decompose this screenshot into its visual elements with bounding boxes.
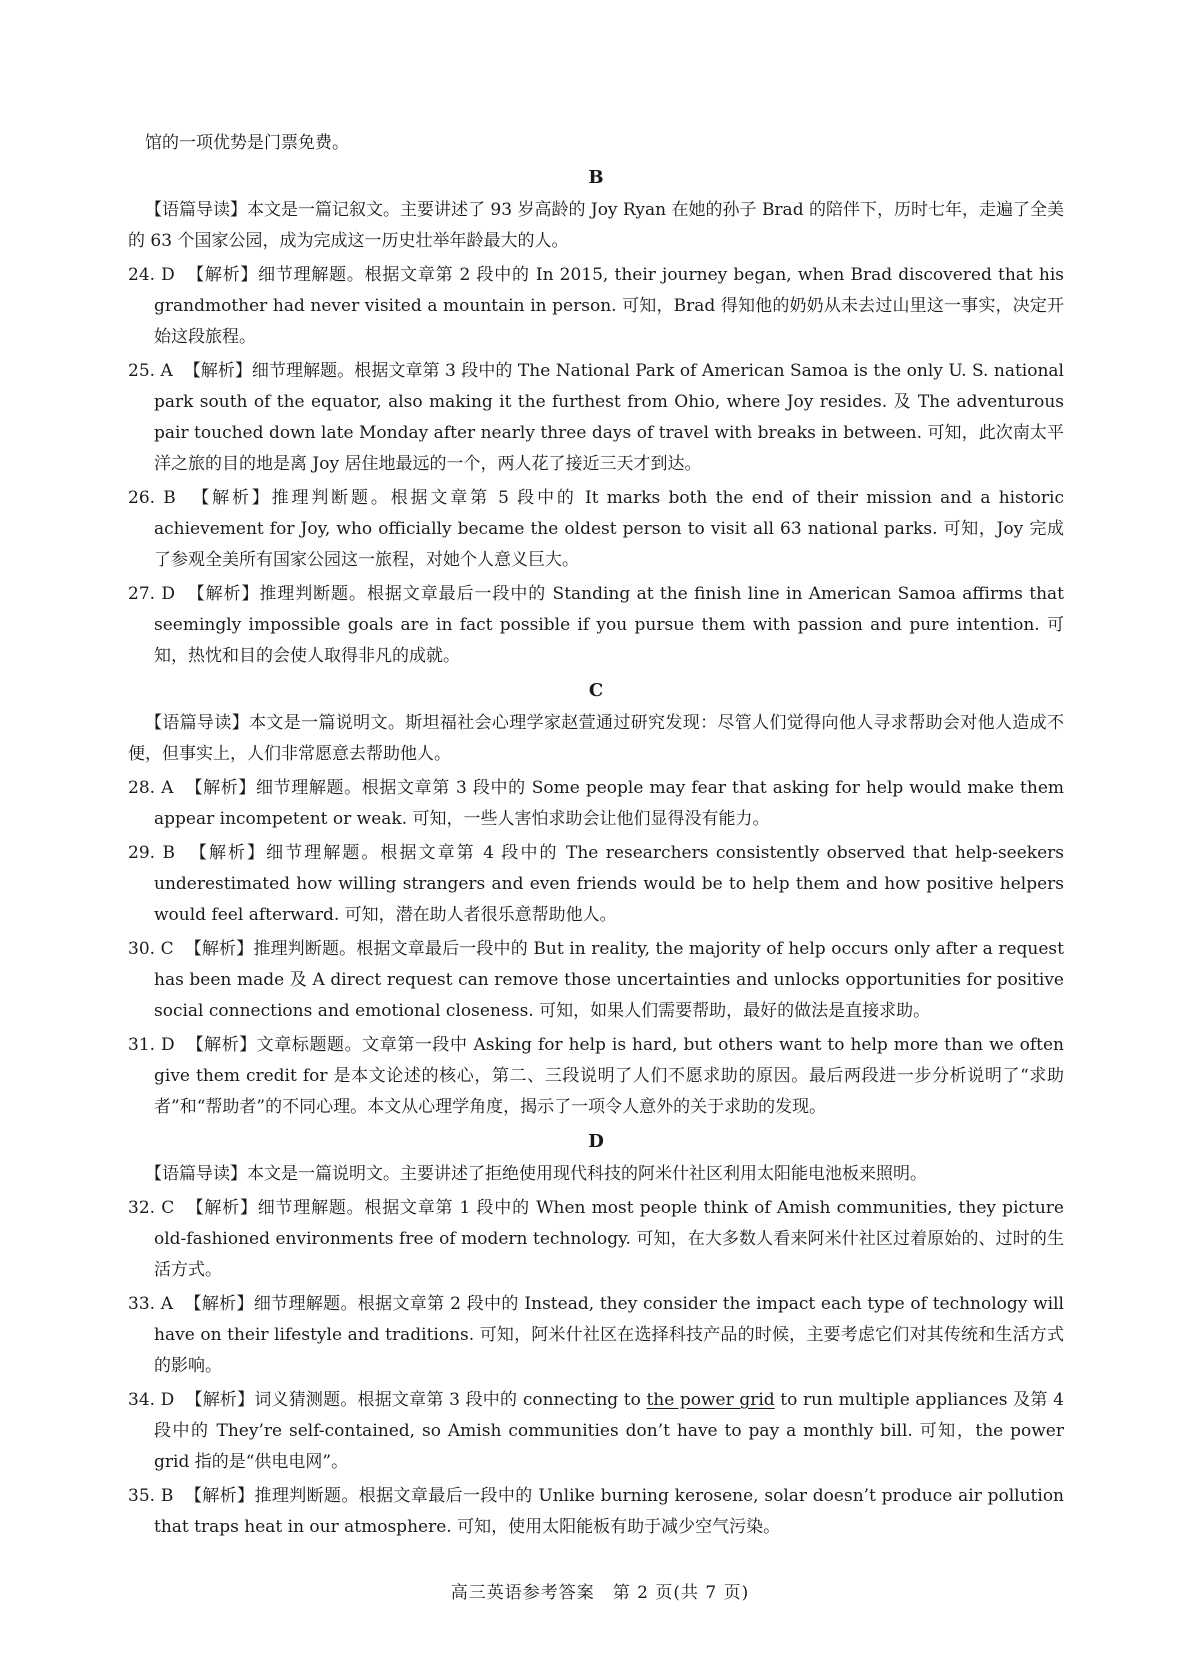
answer-number: 27. D — [128, 584, 175, 604]
answer-number: 24. D — [128, 265, 175, 285]
answer-item — [128, 483, 1064, 576]
section-heading: C — [588, 680, 604, 701]
answer-item — [128, 1193, 1064, 1286]
answer-item — [128, 773, 1064, 835]
section-intro: 【语篇导读】本文是一篇说明文。斯坦福社会心理学家赵萱通过研究发现：尽管人们觉得向他人寻求帮助会对他人造成不便，但事实上，人们非常愿意去帮助他人。 — [128, 713, 1064, 764]
answer-item — [128, 1481, 1064, 1543]
page-content — [128, 128, 1064, 1545]
answer-number: 25. A — [128, 361, 173, 381]
section-heading: B — [588, 167, 604, 188]
answer-item — [128, 1030, 1064, 1123]
answer-explanation: 【解析】细节理解题。根据文章第 2 段中的 In 2015, their journey began, when Brad discovered that his grandmother had never visited a mountain in person. 可知，Brad 得知他的奶奶从未去过山里这一事实，决定开始这段旅程。 — [154, 265, 1064, 347]
answer-explanation: 【解析】细节理解题。根据文章第 3 段中的 Some people may fear that asking for help would make them appear incompetent or weak. 可知，一些人害怕求助会让他们显得没有能力。 — [154, 778, 1065, 829]
answer-number: 34. D — [128, 1390, 175, 1410]
answer-number: 28. A — [128, 778, 174, 798]
section-intro: 【语篇导读】本文是一篇说明文。主要讲述了拒绝使用现代科技的阿米什社区利用太阳能电池板来照明。 — [145, 1164, 927, 1184]
answer-number: 29. B — [128, 843, 175, 863]
answer-item — [128, 1289, 1064, 1382]
answer-number: 31. D — [128, 1035, 175, 1055]
answer-number: 32. C — [128, 1198, 175, 1218]
answer-number: 30. C — [128, 939, 174, 959]
section-c — [128, 675, 1064, 1123]
answer-explanation: 【解析】细节理解题。根据文章第 2 段中的 Instead, they consider the impact each type of technology will have on their lifestyle and traditions. 可知，阿米什社区在选择科技产品的时候，主要考虑它们对其传统和生活方式的影响。 — [154, 1294, 1064, 1376]
answer-explanation: 【解析】文章标题题。文章第一段中 Asking for help is hard, but others want to help more than we often give them credit for 是本文论述的核心，第二、三段说明了人们不愿求助的原因。最后两段进一步分析说明了“求助者”和“帮助者”的不同心理。本文从心理学角度，揭示了一项令人意外的关于求助的发现。 — [154, 1035, 1065, 1117]
answer-item — [128, 356, 1064, 480]
section-heading: D — [588, 1131, 604, 1152]
section-b — [128, 162, 1064, 672]
answer-item — [128, 579, 1064, 672]
answer-explanation: 【解析】细节理解题。根据文章第 3 段中的 The National Park of American Samoa is the only U. S. national park south of the equator, also making it the furthest from Ohio, where Joy resides. 及 The adventurous pair touched down late Monday after nearly three days of travel with breaks in between. 可知，此次南太平洋之旅的目的地是离 Joy 居住地最远的一个，两人花了接近三天才到达。 — [154, 361, 1064, 474]
answer-explanation: 【解析】推理判断题。根据文章第 5 段中的 It marks both the end of their mission and a historic achievement for Joy, who officially became the oldest person to visit all 63 national parks. 可知，Joy 完成了参观全美所有国家公园这一旅程，对她个人意义巨大。 — [154, 488, 1064, 570]
answer-item — [128, 260, 1064, 353]
answer-number: 26. B — [128, 488, 176, 508]
answer-number: 35. B — [128, 1486, 174, 1506]
answer-number: 33. A — [128, 1294, 174, 1314]
answer-explanation: 【解析】细节理解题。根据文章第 4 段中的 The researchers consistently observed that help-seekers underestimated how willing strangers and even friends would be to help them and how positive helpers would feel afterward. 可知，潜在助人者很乐意帮助他人。 — [154, 843, 1065, 925]
section-intro: 【语篇导读】本文是一篇记叙文。主要讲述了 93 岁高龄的 Joy Ryan 在她的孙子 Brad 的陪伴下，历时七年，走遍了全美的 63 个国家公园，成为完成这一历史壮举年龄最大的人。 — [128, 200, 1064, 251]
page-footer: 高三英语参考答案 第 2 页(共 7 页) — [450, 1583, 750, 1603]
section-d — [128, 1126, 1064, 1543]
answer-explanation: 【解析】推理判断题。根据文章最后一段中的 Standing at the finish line in American Samoa affirms that seemingly impossible goals are in fact possible if you pursue them with passion and pure intention. 可知，热忱和目的会使人取得非凡的成就。 — [154, 584, 1064, 666]
underlined-phrase: the power grid — [646, 1390, 775, 1410]
lead-paragraph: 馆的一项优势是门票免费。 — [145, 133, 349, 153]
answer-item — [128, 1385, 1064, 1478]
answer-explanation: 【解析】词义猜测题。根据文章第 3 段中的 connecting to the power grid to run multiple appliances 及第 4 段中的 They’re self-contained, so Amish communities don’t have to pay a monthly bill. 可知，the power grid 指的是“供电电网”。 — [154, 1390, 1064, 1472]
answer-explanation: 【解析】推理判断题。根据文章最后一段中的 Unlike burning kerosene, solar doesn’t produce air pollution that traps heat in our atmosphere. 可知，使用太阳能板有助于减少空气污染。 — [154, 1486, 1065, 1537]
answer-explanation: 【解析】细节理解题。根据文章第 1 段中的 When most people think of Amish communities, they picture old-fashioned environments free of modern technology. 可知，在大多数人看来阿米什社区过着原始的、过时的生活方式。 — [154, 1198, 1064, 1280]
answer-item — [128, 838, 1064, 931]
answer-explanation: 【解析】推理判断题。根据文章最后一段中的 But in reality, the majority of help occurs only after a request has been made 及 A direct request can remove those uncertainties and unlocks opportunities for positive social connections and emotional closeness. 可知，如果人们需要帮助，最好的做法是直接求助。 — [154, 939, 1064, 1021]
answer-item — [128, 934, 1064, 1027]
